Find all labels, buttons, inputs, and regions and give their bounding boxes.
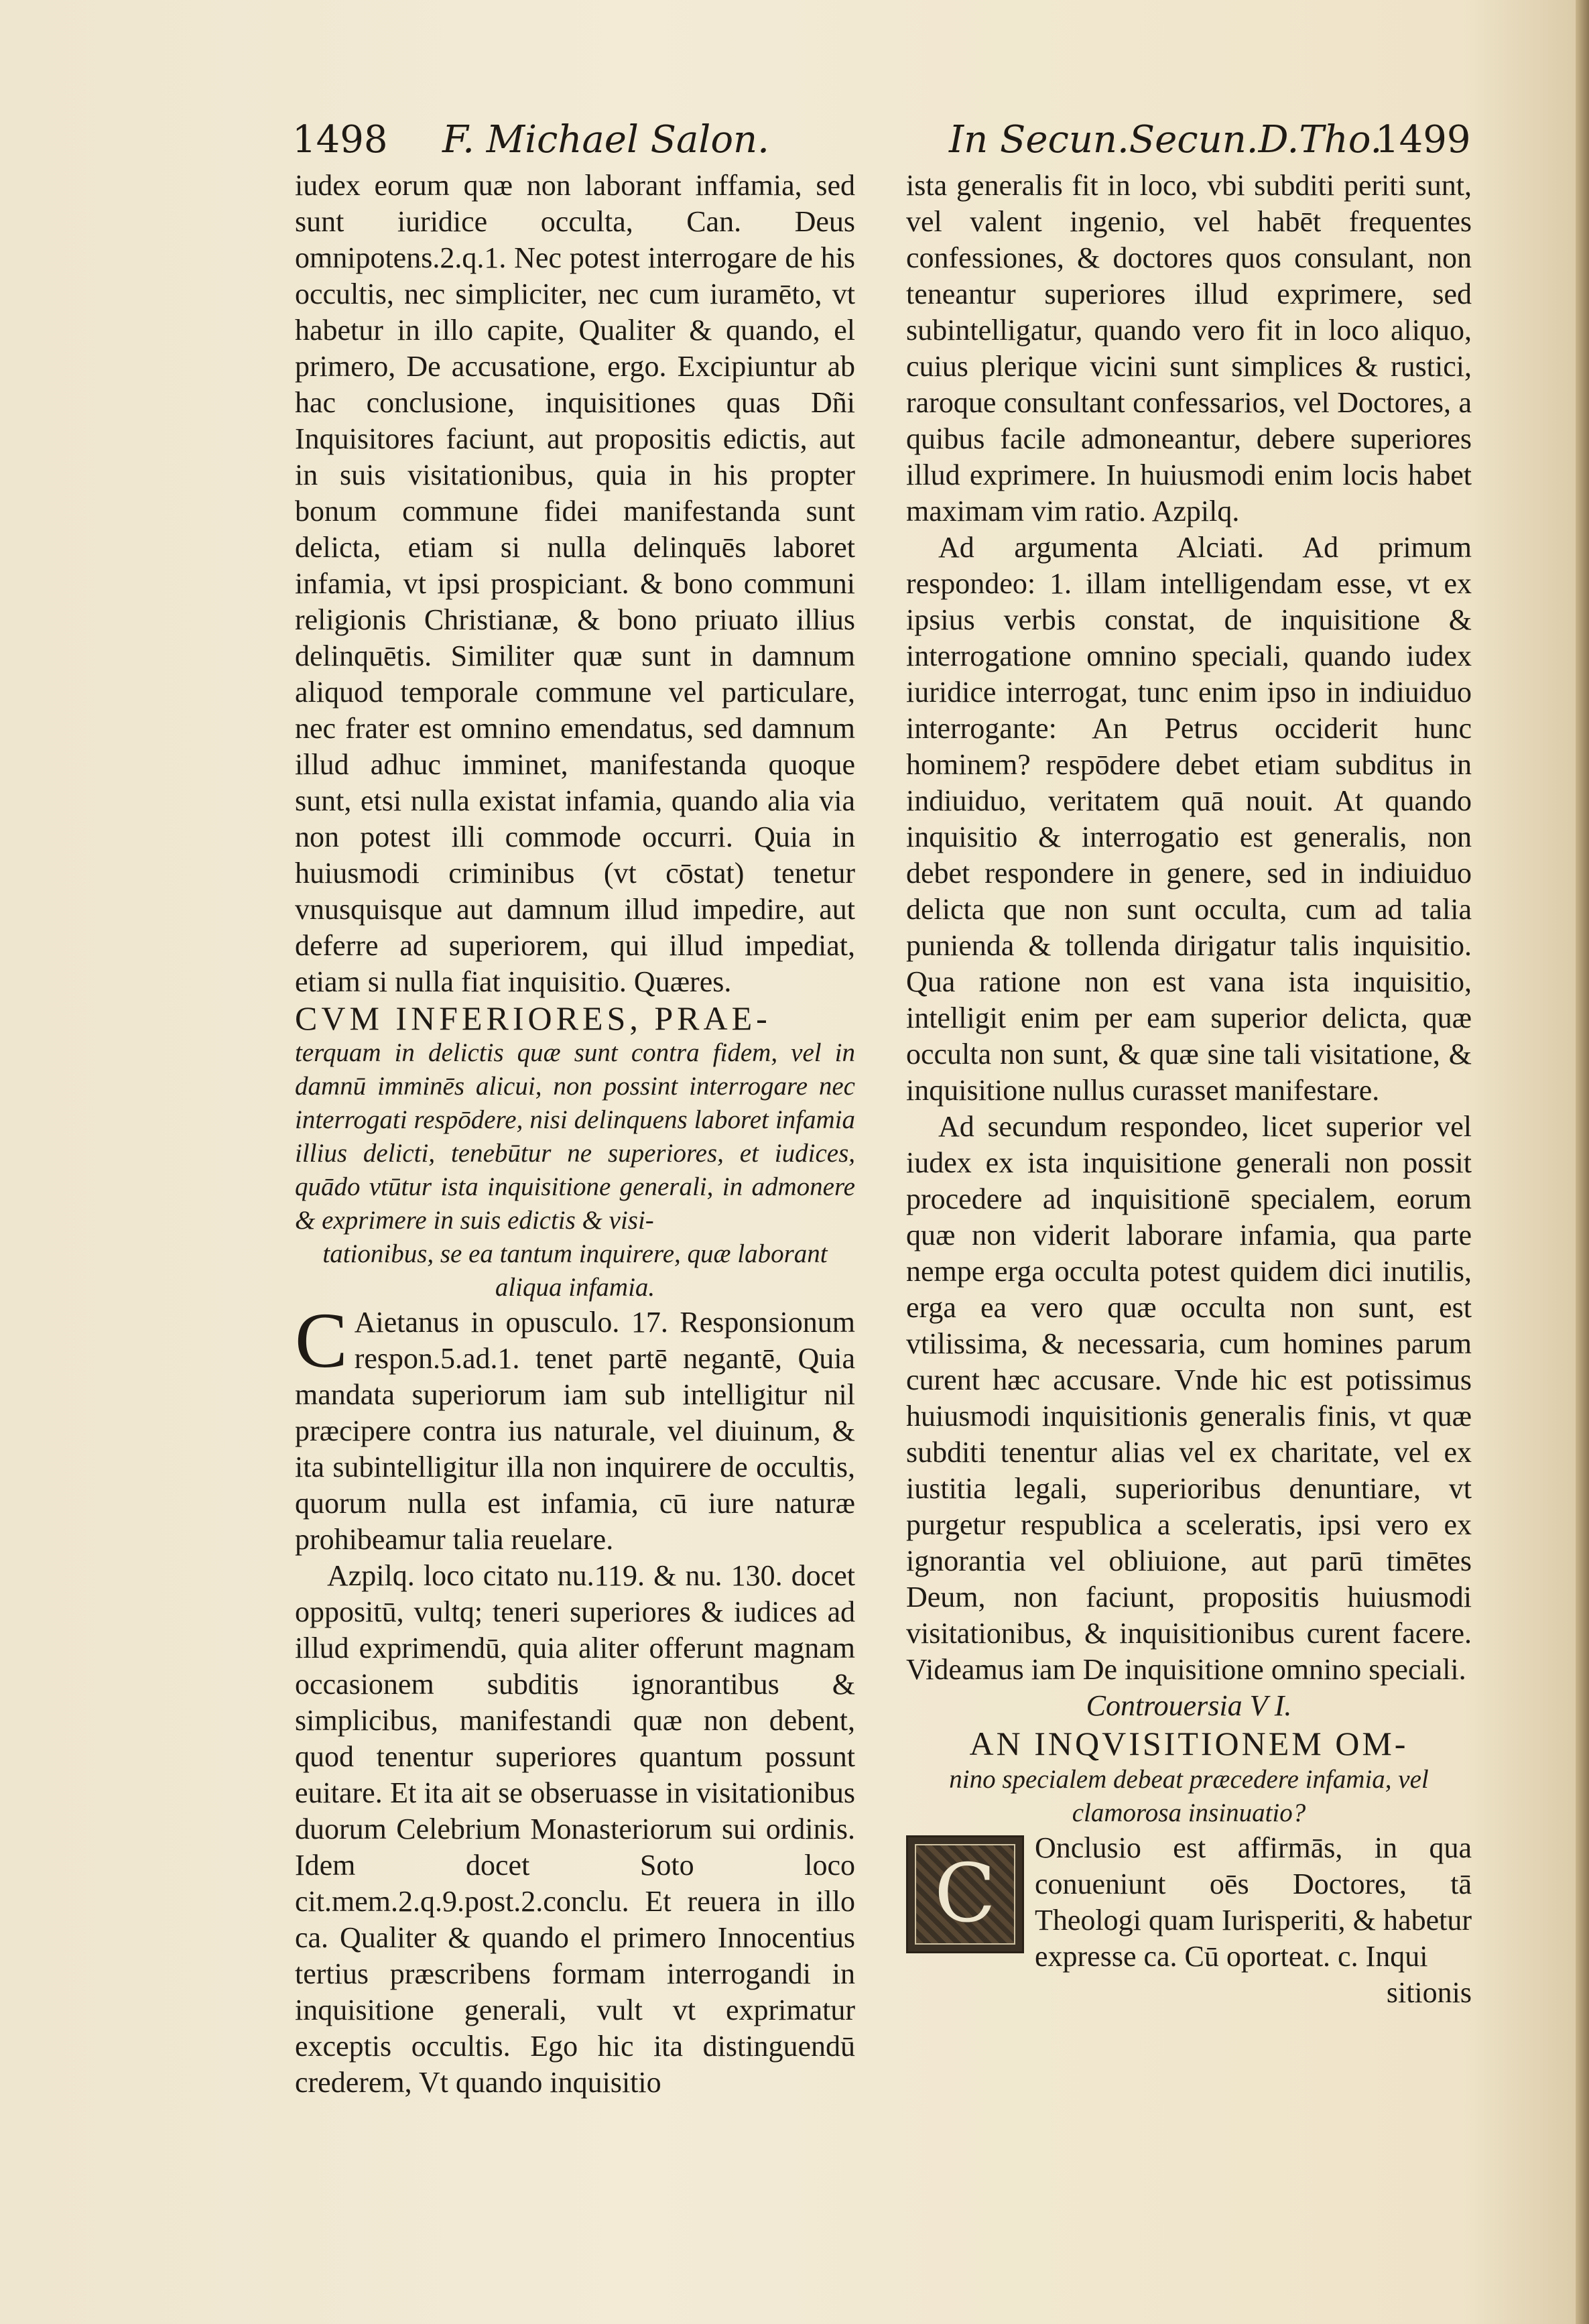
paragraph-ad-secundum: Ad secundum respondeo, licet superior vel iudex ex ista inquisitione generali non possit procedere ad inquisitionē specialem, eorum quæ non viderit laborare infamia, qua parte nempe erga occulta potest quidem dici inutilis, erga ea vero quæ occulta non sunt, est vtilissima, & necessaria, cum homines parum curent hæc accusare. Vnde hic est potissimus huiusmodi inquisitionis generalis finis, vt quæ subditi tenentur alias vel ex charitate, vel ex iustitia legali, superioribus denuntiare, vt purgetur respublica a sceleratis, ipsi vero ex ignorantia vel obliuione, aut parū timētes Deum, non faciunt, propositis huiusmodi visitationibus, & inquisitionibus curent facere. Videamus iam De inquisitione omnino speciali. [906,1110,1472,1686]
paragraph-conclusio: C Onclusio est affirmās, in qua conueniunt oēs Doctores, tā Theologi quam Iurisperiti, & habetur expresse ca. Cū oporteat. c. Inqui [906,1830,1472,1975]
paragraph-azpilq: Azpilq. loco citato nu.119. & nu. 130. docet oppositū, vultq; teneri superiores & iudices ad illud exprimendū, quia aliter offerunt magnam occasionem subditis ignorantibus & simplicibus, manifestandi quæ non debent, quod tenentur superiores quantum possunt euitare. Et ita ait se obseruasse in visitationibus duorum Celebrium Monasteriorum sui ordinis. Idem docet Soto loco cit.mem.2.q.9.post.2.conclu. Et reuera in illo ca. Qualiter & quando el primero Innocentius tertius præscribens formam interrogandi in inquisitione generali, vult vt exprimatur exceptis occultis. Ego hic ita distinguendū crederem, Vt quando inquisitio [295,1559,855,2099]
right-page-number: 1499 [1375,118,1471,162]
decorated-initial: C [906,1835,1024,1953]
paragraph-caietanus: C Aietanus in opusculo. 17. Responsionum respon.5.ad.1. tenet partē negantē, Quia mandata superiorum iam sub intelligitur nil præcipere contra ius naturale, vel diuinum, & ita subintelligitur illa non inquirere de occultis, quorum nulla est infamia, cū iure naturæ prohibeamur talia reuelare. [295,1296,855,1556]
controversia-label: Controuersia V I. [1086,1689,1292,1722]
question-text: nino specialem debeat præcedere infamia, vel clamorosa insinuatio? [949,1765,1429,1827]
question-heading: AN INQVISITIONEM OM- [969,1725,1409,1762]
question-heading: CVM INFERIORES, PRAE- [295,999,771,1037]
left-running-title: F. Michael Salon. [442,118,769,162]
paragraph: iudex eorum quæ non laborant inffamia, sed sunt iuridice occulta, Can. Deus omnipotens.2.q.1. Nec potest interrogare de his occultis, nec simpliciter, nec cum iuramēto, vt habetur in illo capite, Qualiter & quando, el primero, De accusatione, ergo. Excipiuntur ab hac conclusione, inquisitiones quas Dñi Inquisitores faciunt, aut propositis edictis, aut in suis visitationibus, quia in his propter bonum commune fidei manifestanda sunt delicta, etiam si nulla delinquēs laboret infamia, vt ipsi prospiciant. & bono communi religionis Christianæ, & bono priuato illius delinquētis. Similiter quæ sunt in damnum aliquod temporale commune vel particulare, nec frater est omnino emendatus, sed damnum illud adhuc imminet, manifestanda quoque sunt, etsi nulla existat infamia, quando alia via non potest illi commode occurri. Quia in huiusmodi criminibus (vt cōstat) tenetur vnusquisque aut damnum illud impedire, aut deferre ad superiorem, qui illud impediat, etiam si nulla fiat inquisitio. Quæres. [295,169,855,998]
left-page-number: 1498 [292,118,388,162]
question-text-end: tationibus, se ea tantum inquirere, quæ laborant aliqua infamia. [322,1239,828,1302]
right-running-title: In Secun.Secun.D.Tho. [949,118,1383,162]
paragraph-ad-primum: Ad argumenta Alciati. Ad primum respondeo: 1. illam intelligendam esse, vt ex ipsius verbis constat, de inquisitione & interrogatione omnino speciali, quando iudex iuridice interrogat, tunc enim ipso in indiuiduo interrogante: An Petrus occiderit hunc hominem? respōdere debet etiam subditus in indiuiduo, veritatem quā nouit. At quando inquisitio & interrogatio est generalis, non debet respondere in genere, sed in indiuiduo delicta que non sunt occulta, cum ad talia punienda & tollenda dirigatur talis inquisitio. Qua ratione non est vana ista inquisitio, intelligit enim per eam superior delicta, quæ occulta non sunt, & quæ sine tali visitatione, & inquisitione nullus curasset manifestare. [906,531,1472,1107]
paragraph: ista generalis fit in loco, vbi subditi periti sunt, vel valent ingenio, vel habēt frequentes confessiones, & doctores quos consulant, non teneantur superiores illud exprimere, sed subintelligatur, quando vero fit in loco aliquo, cuius plerique vicini sunt simplices & rustici, raroque consultant confessarios, vel Doctores, a quibus facile admoneantur, debere superiores illud exprimere. In huiusmodi enim locis habet maximam vim ratio. Azpilq. [906,169,1472,528]
left-text-column [295,168,855,2101]
drop-cap: C [295,1296,348,1384]
catchword: sitionis [1386,1976,1472,2009]
question-text: terquam in delictis quæ sunt contra fidem, vel in damnū imminēs alicui, non possint interrogare nec interrogati respōdere, nisi delinquens laboret infamia illius delicti, tenebūtur ne superiores, et iudices, quādo vtūtur ista inquisitione generali, in admonere & exprimere in suis edictis & visi- [295,1038,855,1235]
right-text-column [906,168,1472,2011]
page-gutter [1576,0,1589,2324]
